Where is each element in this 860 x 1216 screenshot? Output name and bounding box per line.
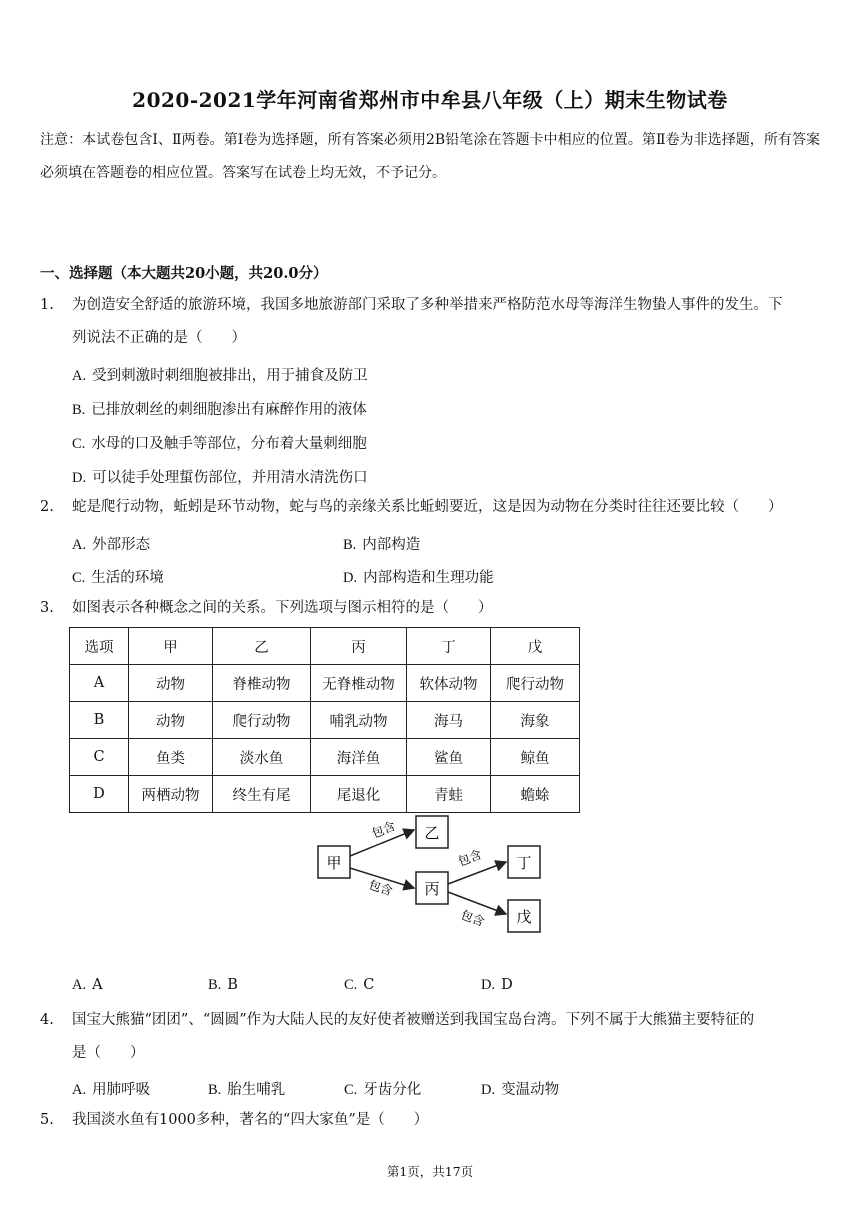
table-cell: 淡水鱼 [213,739,311,776]
option-c[interactable] [72,566,164,587]
question-stem-line: 是（ ） [72,1045,145,1061]
option-text: B [227,977,238,993]
option-label: B. [208,977,222,993]
option-a[interactable] [72,364,368,385]
option-b[interactable] [208,1078,285,1099]
label-yi: 乙 [424,824,440,842]
table-header-cell: 丁 [407,628,491,665]
table-header-cell: 乙 [213,628,311,665]
option-text: 水母的口及触手等部位，分布着大量刺细胞 [91,436,367,452]
arrow-label: 包含 [458,907,487,930]
question-stem-line: 国宝大熊猫“团团”、“圆圆”作为大陆人民的友好使者被赠送到我国宝岛台湾。下列不属于大熊猫主要特征的 [72,1012,755,1028]
table-cell: 两栖动物 [129,776,213,813]
table-header-cell: 丙 [311,628,407,665]
arrow-label: 包含 [367,877,395,899]
option-a[interactable] [72,977,103,994]
option-label: B. [343,537,357,553]
table-header-cell: 选项 [70,628,129,665]
option-text: 胎生哺乳 [227,1082,286,1098]
question-number: 2. [40,499,54,515]
option-b[interactable] [208,977,238,994]
table-cell: 海洋鱼 [311,739,407,776]
option-text: 生活的环境 [91,570,164,586]
option-d[interactable] [72,466,368,487]
question-stem: 如图表示各种概念之间的关系。下列选项与图示相符的是（ ） [72,600,493,616]
option-a[interactable] [72,533,150,554]
option-text: C [363,977,375,993]
option-b[interactable] [72,398,367,419]
table-row [70,776,580,813]
table-cell: 终生有尾 [213,776,311,813]
option-text: 外部形态 [92,537,151,553]
arrow-label: 包含 [456,847,484,869]
label-bing: 丙 [424,880,440,898]
table-cell: 动物 [129,665,213,702]
option-label: C. [344,1082,358,1098]
page-footer: 第1页，共17页 [386,1164,474,1179]
table-cell: 海马 [407,702,491,739]
table-header-cell: 甲 [129,628,213,665]
label-ding: 丁 [516,854,532,872]
option-label: A. [72,537,87,553]
option-label: B. [72,402,86,418]
table-cell: A [70,665,129,702]
option-label: A. [72,1082,87,1098]
table-cell: 动物 [129,702,213,739]
option-c[interactable] [344,1078,421,1099]
arrow-bing-ding [448,862,506,884]
question-number: 5. [40,1112,54,1128]
table-cell: 软体动物 [407,665,491,702]
table-cell: 爬行动物 [491,665,580,702]
table-cell: 爬行动物 [213,702,311,739]
arrow-label: 包含 [369,818,398,841]
table-cell: 海象 [491,702,580,739]
question-stem-line: 为创造安全舒适的旅游环境，我国多地旅游部门采取了多种举措来严格防范水母等海洋生物蛰人事件的发生。下 [72,297,783,313]
label-jia: 甲 [326,854,342,872]
question-number: 1. [40,297,54,313]
option-d[interactable] [481,977,513,994]
table-row [70,665,580,702]
table-cell: 鱼类 [129,739,213,776]
option-b[interactable] [343,533,420,554]
concept-table [69,627,580,813]
option-d[interactable] [481,1078,559,1099]
option-label: C. [72,436,86,452]
question-stem: 我国淡水鱼有1000多种，著名的“四大家鱼”是（ ） [72,1112,429,1128]
option-text: 内部构造和生理功能 [363,570,494,586]
table-cell: 无脊椎动物 [311,665,407,702]
option-a[interactable] [72,1078,150,1099]
exam-notice: 注意：本试卷包含Ⅰ、Ⅱ两卷。第Ⅰ卷为选择题，所有答案必须用2B铅笔涂在答题卡中相应的位置。第Ⅱ卷为非选择题，所有答案必须填在答题卷的相应位置。答案写在试卷上均无效，不予记分。 [40,132,820,181]
table-cell: C [70,739,129,776]
page-title: 2020-2021学年河南省郑州市中牟县八年级（上）期末生物试卷 [132,88,728,112]
arrow-bing-wu [448,892,506,914]
option-text: 可以徒手处理蜇伤部位，并用清水清洗伤口 [92,470,368,486]
table-cell: 鲸鱼 [491,739,580,776]
option-label: C. [344,977,358,993]
option-label: D. [481,977,496,993]
option-label: D. [481,1082,496,1098]
option-c[interactable] [72,432,367,453]
table-cell: 哺乳动物 [311,702,407,739]
option-label: D. [72,470,87,486]
question-stem [72,289,820,355]
option-d[interactable] [343,566,494,587]
table-cell: 脊椎动物 [213,665,311,702]
table-cell: 尾退化 [311,776,407,813]
option-c[interactable] [344,977,374,994]
option-text: 内部构造 [362,537,421,553]
question-stem: 蛇是爬行动物，蚯蚓是环节动物，蛇与鸟的亲缘关系比蚯蚓要近，这是因为动物在分类时往往还要比较（ ） [72,499,783,515]
option-text: A [92,977,103,993]
option-label: D. [343,570,358,586]
option-label: A. [72,977,87,993]
option-text: 变温动物 [501,1082,560,1098]
table-cell: 鲨鱼 [407,739,491,776]
table-cell: 蟾蜍 [491,776,580,813]
option-label: C. [72,570,86,586]
table-header-row [70,628,580,665]
question-stem [72,1004,820,1070]
section-heading: 一、选择题（本大题共20小题，共20.0分） [40,265,328,282]
label-wu: 戊 [516,908,532,926]
option-text: 已排放刺丝的刺细胞渗出有麻醉作用的液体 [91,402,367,418]
table-cell: D [70,776,129,813]
table-cell: B [70,702,129,739]
option-text: 牙齿分化 [363,1082,422,1098]
option-text: 用肺呼吸 [92,1082,151,1098]
table-header-cell: 戊 [491,628,580,665]
question-stem-line: 列说法不正确的是（ ） [72,330,246,346]
option-label: B. [208,1082,222,1098]
option-label: A. [72,368,87,384]
table-cell: 青蛙 [407,776,491,813]
question-number: 4. [40,1012,54,1028]
concept-diagram [310,808,550,938]
option-text: 受到刺激时刺细胞被排出，用于捕食及防卫 [92,368,368,384]
question-number: 3. [40,600,54,616]
option-text: D [501,977,513,993]
table-row [70,702,580,739]
table-row [70,739,580,776]
